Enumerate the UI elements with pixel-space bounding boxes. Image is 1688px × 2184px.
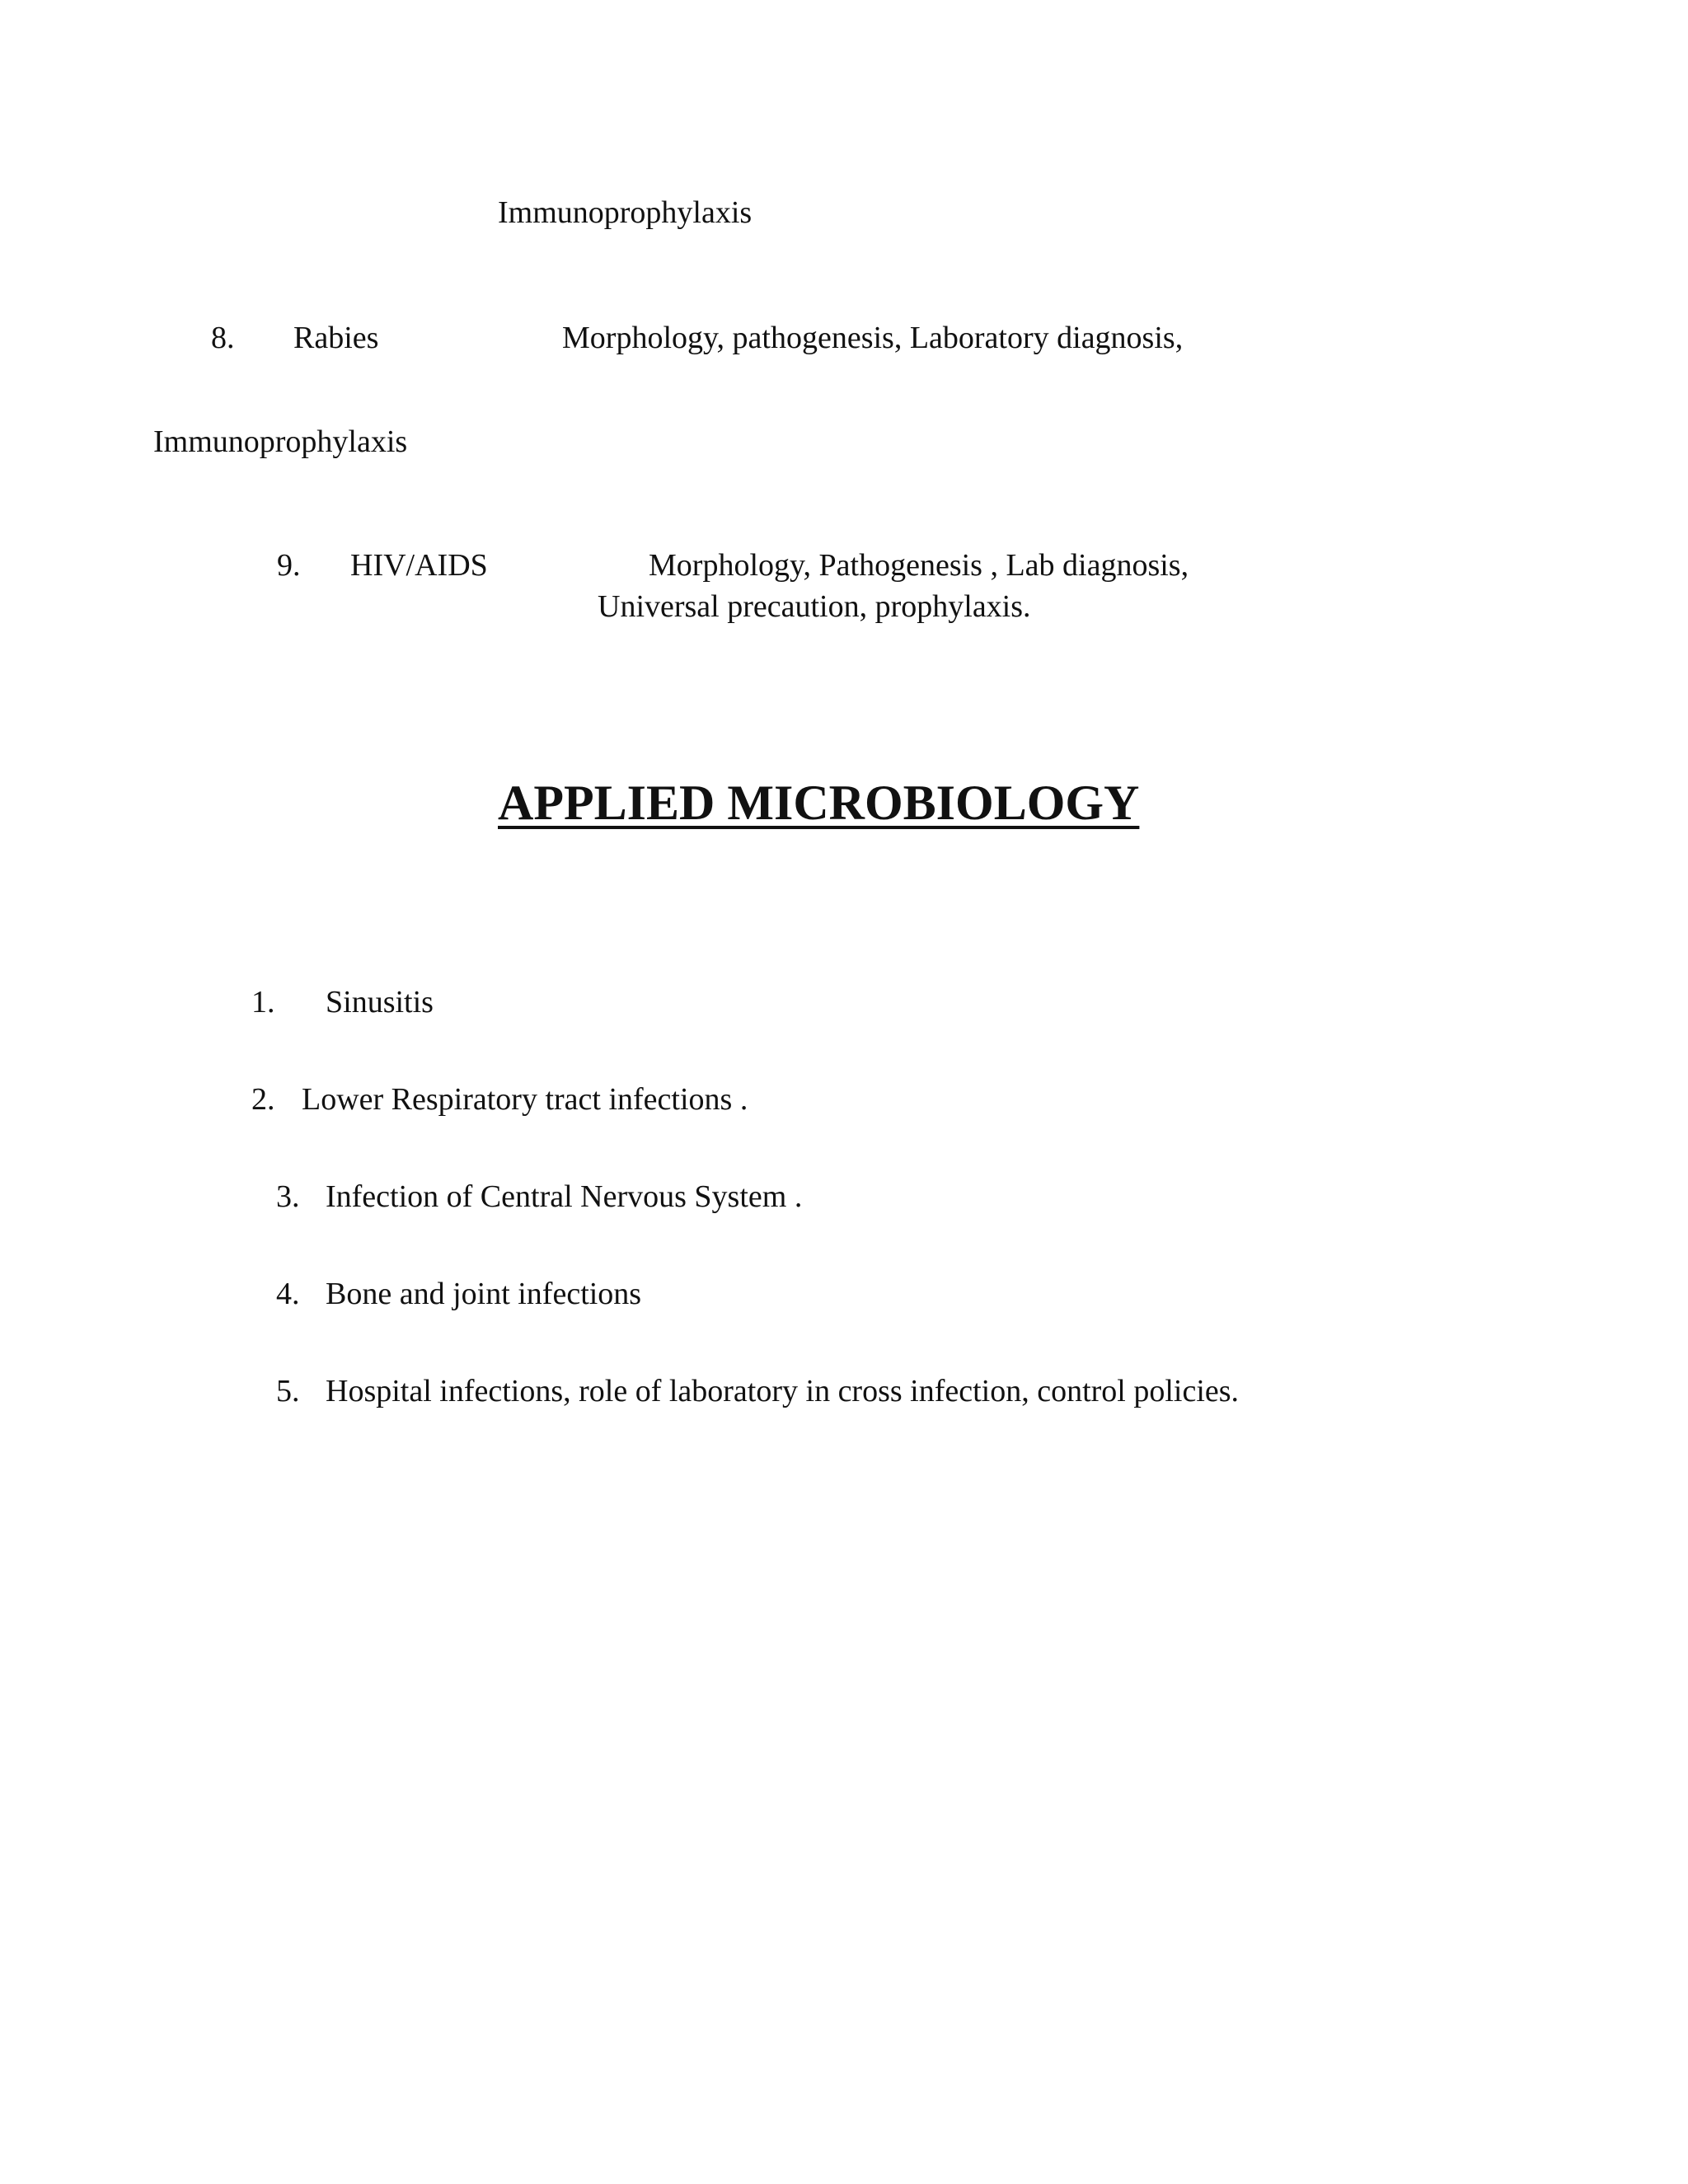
applied-item-4-text: Bone and joint infections <box>326 1277 642 1311</box>
applied-item-5-text: Hospital infections, role of laboratory in cross infection, control policies. <box>326 1374 1240 1408</box>
topic-9-name: HIV/AIDS <box>350 548 488 583</box>
applied-item-4-number: 4. <box>276 1277 300 1311</box>
continuation-text: Immunoprophylaxis <box>498 195 753 230</box>
section-heading: APPLIED MICROBIOLOGY <box>498 776 1140 830</box>
applied-item-2-text: Lower Respiratory tract infections . <box>302 1082 748 1117</box>
topic-9-details-line2: Universal precaution, prophylaxis. <box>598 589 1031 624</box>
applied-item-1-text: Sinusitis <box>326 985 434 1019</box>
topic-8-name: Rabies <box>293 321 379 355</box>
applied-item-2-number: 2. <box>251 1082 275 1117</box>
topic-8-details-line1: Morphology, pathogenesis, Laboratory diagnosis, <box>562 321 1184 355</box>
applied-item-3-number: 3. <box>276 1179 300 1214</box>
topic-8-details-line2: Immunoprophylaxis <box>153 424 408 459</box>
applied-item-1-number: 1. <box>251 985 275 1019</box>
topic-9-details-line1: Morphology, Pathogenesis , Lab diagnosis, <box>649 548 1189 583</box>
applied-item-3-text: Infection of Central Nervous System . <box>326 1179 803 1214</box>
topic-8-number: 8. <box>211 321 235 355</box>
topic-9-number: 9. <box>277 548 301 583</box>
applied-item-5-number: 5. <box>276 1374 300 1408</box>
